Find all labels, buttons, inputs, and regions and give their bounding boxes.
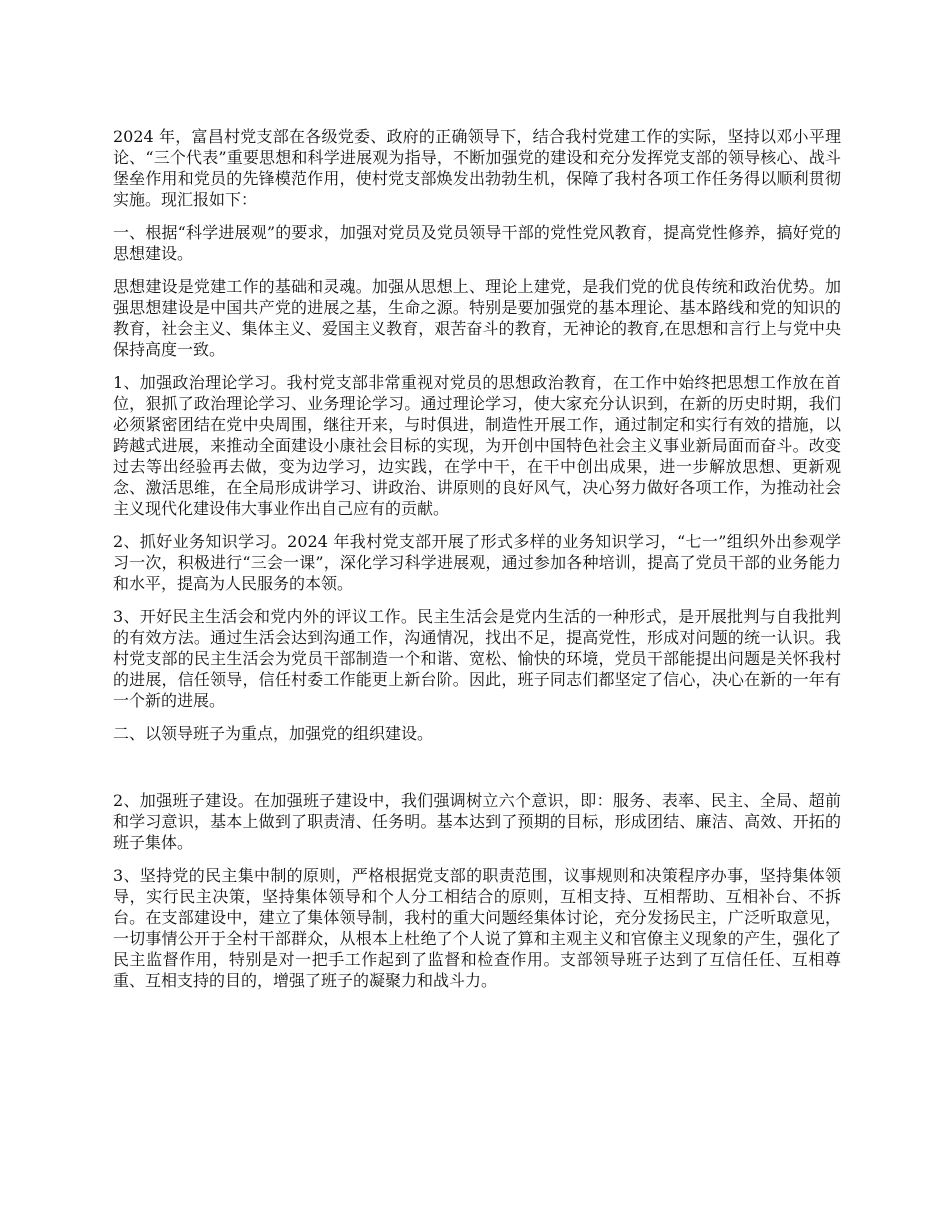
intro-paragraph: 2024 年，富昌村党支部在各级党委、政府的正确领导下，结合我村党建工作的实际，坚持以邓小平理论、“三个代表”重要思想和科学进展观为指导，不断加强党的建设和充分发挥党支部的领导核心、战斗堡垒作用和党员的先锋模范作用，使村党支部焕发出勃勃生机，保障了我村各项工作任务得以顺利贯彻实施。现汇报如下：	[113, 127, 841, 209]
item-team-building: 2、加强班子建设。在加强班子建设中，我们强调树立六个意识，即：服务、表率、民主、全局、超前和学习意识，基本上做到了职责清、任务明。基本达到了预期的目标，形成团结、廉洁、高效、开拓的班子集体。	[113, 791, 841, 852]
item-political-theory: 1、加强政治理论学习。我村党支部非常重视对党员的思想政治教育，在工作中始终把思想工作放在首位，狠抓了政治理论学习、业务理论学习。通过理论学习，使大家充分认识到，在新的历史时期，我们必须紧密团结在党中央周围，继往开来，与时俱进，制造性开展工作，通过制定和实行有效的措施，以跨越式进展，来推动全面建设小康社会目标的实现，为开创中国特色社会主义事业新局面而奋斗。改变过去等出经验再去做，变为边学习，边实践，在学中干，在干中创出成果，进一步解放思想、更新观念、激活思维，在全局形成讲学习、讲政治、讲原则的良好风气，决心努力做好各项工作，为推动社会主义现代化建设伟大事业作出自己应有的贡献。	[113, 373, 841, 518]
section-one-heading: 一、根据“科学进展观”的要求，加强对党员及党员领导干部的党性党风教育，提高党性修养，搞好党的思想建设。	[113, 223, 841, 263]
blank-gap	[113, 756, 841, 790]
ideology-paragraph: 思想建设是党建工作的基础和灵魂。加强从思想上、理论上建党，是我们党的优良传统和政治优势。加强思想建设是中国共产党的进展之基，生命之源。特别是要加强党的基本理论、基本路线和党的知识的教育，社会主义、集体主义、爱国主义教育，艰苦奋斗的教育，无神论的教育,在思想和言行上与党中央保持高度一致。	[113, 277, 841, 359]
item-democratic-centralism: 3、坚持党的民主集中制的原则，严格根据党支部的职责范围，议事规则和决策程序办事，坚持集体领导，实行民主决策，坚持集体领导和个人分工相结合的原则，互相支持、互相帮助、互相补台、不拆台。在支部建设中，建立了集体领导制，我村的重大问题经集体讨论，充分发扬民主，广泛听取意见，一切事情公开于全村干部群众，从根本上杜绝了个人说了算和主观主义和官僚主义现象的产生，强化了民主监督作用，特别是对一把手工作起到了监督和检查作用。支部领导班子达到了互信任任、互相尊重、互相支持的目的，增强了班子的凝聚力和战斗力。	[113, 866, 841, 990]
document-page	[113, 126, 841, 1003]
item-democratic-life: 3、开好民主生活会和党内外的评议工作。民主生活会是党内生活的一种形式，是开展批判与自我批判的有效方法。通过生活会达到沟通工作，沟通情况，找出不足，提高党性，形成对问题的统一认识。我村党支部的民主生活会为党员干部制造一个和谐、宽松、愉快的环境，党员干部能提出问题是关怀我村的进展，信任领导，信任村委工作能更上新台阶。因此，班子同志们都坚定了信心，决心在新的一年有一个新的进展。	[113, 607, 841, 710]
item-business-knowledge: 2、抓好业务知识学习。2024 年我村党支部开展了形式多样的业务知识学习，“七一”组织外出参观学习一次，积极进行“三会一课”，深化学习科学进展观，通过参加各种培训，提高了党员干部的业务能力和水平，提高为人民服务的本领。	[113, 532, 841, 593]
section-two-heading: 二、以领导班子为重点，加强党的组织建设。	[113, 724, 434, 743]
